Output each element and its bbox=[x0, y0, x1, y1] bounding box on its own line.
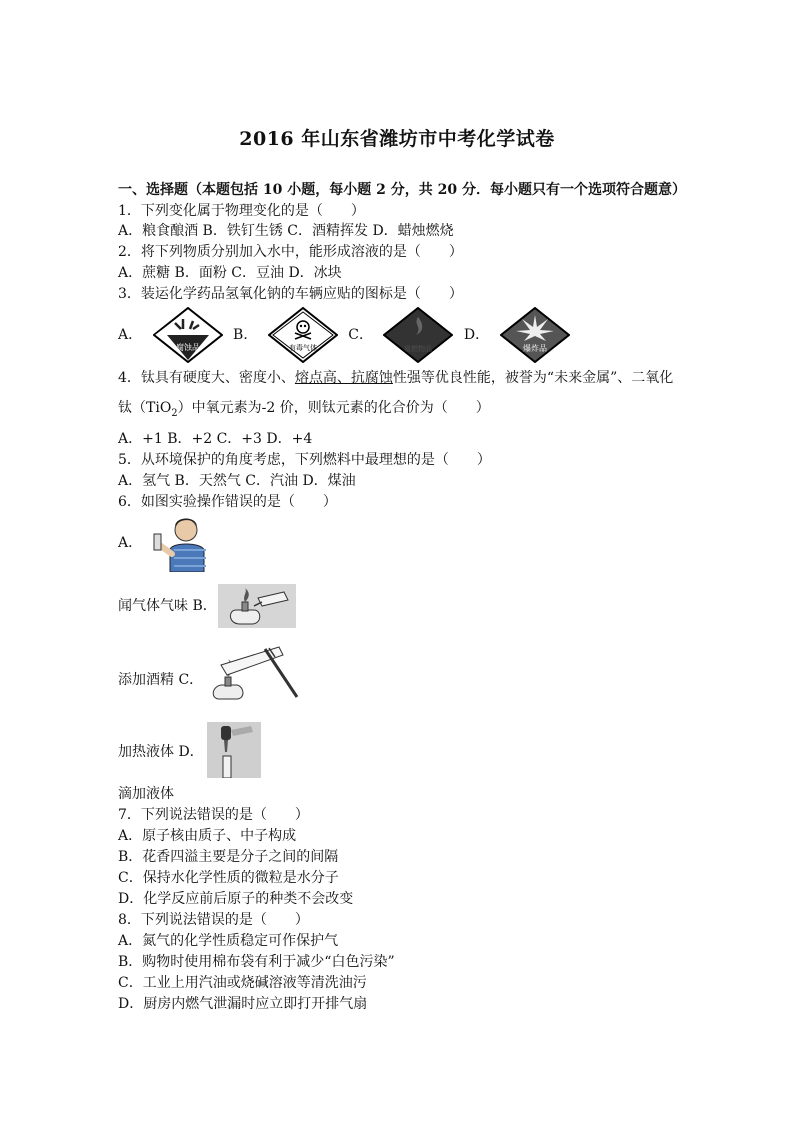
q3-signs-row bbox=[118, 305, 576, 365]
q7-option-a: A．原子核由质子、中子构成 bbox=[118, 828, 297, 844]
q3-label-c: C． bbox=[348, 327, 373, 343]
section-heading: 一、选择题（本题包括 10 小题，每小题 2 分，共 20 分．每小题只有一个选项符合题意） bbox=[118, 182, 686, 198]
q5-options: A．氢气 B．天然气 C．汽油 D．煤油 bbox=[118, 473, 356, 489]
q3-sign-a-text: 腐蚀品 bbox=[175, 343, 200, 352]
flammable-sign-icon bbox=[383, 307, 453, 363]
q8-option-c: C．工业上用汽油或烧碱溶液等清洗油污 bbox=[118, 975, 367, 991]
q2-options: A．蔗糖 B．面粉 C．豆油 D．冰块 bbox=[118, 265, 342, 281]
q6-text-b: 闻气体气味 B． bbox=[118, 598, 217, 614]
q3-label-b: B． bbox=[233, 327, 258, 343]
q4-line1-pre: 4．钛具有硬度大、密度小、 bbox=[118, 370, 295, 386]
q2-stem: 2．将下列物质分别加入水中，能形成溶液的是（ ） bbox=[118, 244, 463, 260]
q3-stem: 3．装运化学药品氢氧化钠的车辆应贴的图标是（ ） bbox=[118, 286, 463, 302]
q3-sign-d-text: 爆炸品 bbox=[522, 344, 547, 353]
q4-line2-post: ）中氧元素为-2 价，则钛元素的化合价为（ ） bbox=[177, 400, 490, 416]
alcohol-lamp-figure-icon bbox=[218, 584, 296, 628]
q4-underlined: 熔点高、抗腐蚀 bbox=[294, 370, 393, 386]
q1-options: A．粮食酿酒 B．铁钉生锈 C．酒精挥发 D．蜡烛燃烧 bbox=[118, 223, 454, 239]
q4-line2-pre: 钛（TiO bbox=[118, 400, 172, 416]
corrosive-sign-icon bbox=[153, 307, 223, 363]
q4-subscript: 2 bbox=[171, 407, 178, 419]
q8-stem: 8．下列说法错误的是（ ） bbox=[118, 912, 309, 928]
page-title: 2016 年山东省潍坊市中考化学试卷 bbox=[239, 128, 555, 150]
dropping-liquid-figure-icon bbox=[207, 722, 261, 778]
q6-text-d: 加热液体 D． bbox=[118, 744, 204, 760]
q3-sign-b-text: 有毒气体 bbox=[288, 344, 317, 352]
q7-option-d: D．化学反应前后原子的种类不会改变 bbox=[118, 891, 354, 907]
q6-stem: 6．如图实验操作错误的是（ ） bbox=[118, 494, 337, 510]
q3-label-d: D． bbox=[463, 327, 490, 343]
q7-option-c: C．保持水化学性质的微粒是水分子 bbox=[118, 870, 339, 886]
q4-line2 bbox=[118, 398, 490, 424]
q8-option-a: A．氮气的化学性质稳定可作保护气 bbox=[118, 933, 339, 949]
q4-line1 bbox=[118, 368, 673, 388]
q3-sign-c-text: 易燃物品 bbox=[404, 345, 433, 353]
q6-label-a: A． bbox=[118, 535, 143, 551]
q4-line1-post: 性强等优良性能，被誉为“未来金属”、二氧化 bbox=[392, 370, 674, 386]
q6-last-text: 滴加液体 bbox=[118, 786, 174, 802]
q4-options: A．+1 B．+2 C．+3 D．+4 bbox=[118, 431, 313, 447]
q6-text-c: 添加酒精 C． bbox=[118, 672, 204, 688]
toxic-gas-sign-icon bbox=[268, 307, 338, 363]
q7-stem: 7．下列说法错误的是（ ） bbox=[118, 807, 309, 823]
q8-option-d: D．厨房内燃气泄漏时应立即打开排气扇 bbox=[118, 996, 368, 1012]
smelling-gas-figure-icon bbox=[146, 514, 212, 572]
explosive-sign-icon bbox=[500, 307, 570, 363]
q5-stem: 5．从环境保护的角度考虑，下列燃料中最理想的是（ ） bbox=[118, 452, 491, 468]
q8-option-b: B．购物时使用棉布袋有利于减少“白色污染” bbox=[118, 954, 395, 970]
heating-test-tube-figure-icon bbox=[205, 643, 303, 703]
q7-option-b: B．花香四溢主要是分子之间的间隔 bbox=[118, 849, 339, 865]
q3-label-a: A． bbox=[118, 327, 143, 343]
q1-stem: 1．下列变化属于物理变化的是（ ） bbox=[118, 203, 365, 219]
